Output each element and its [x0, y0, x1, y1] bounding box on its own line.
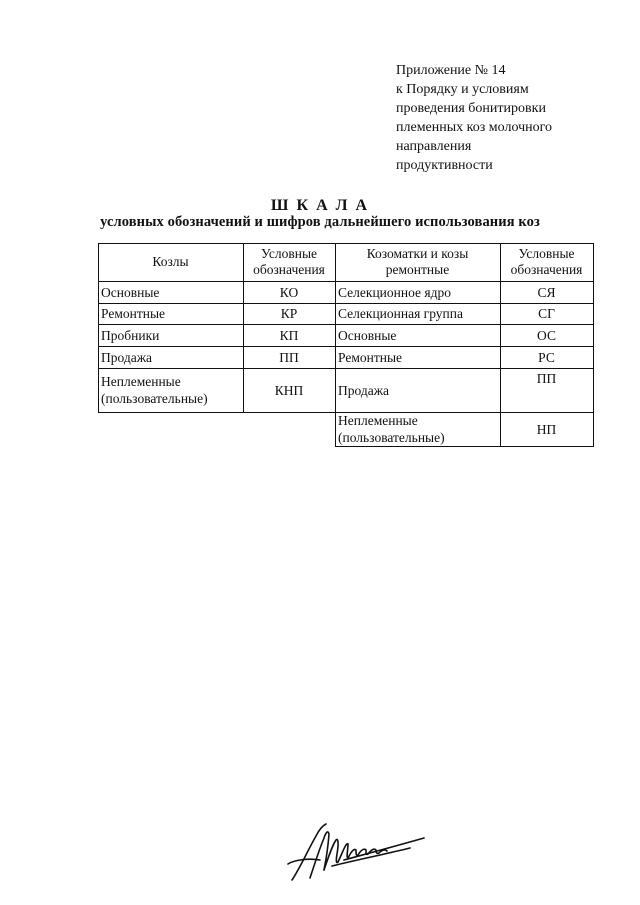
table-rule: [98, 281, 594, 282]
header-goats-codes: Условные обозначения: [253, 246, 325, 277]
does-row-code: СГ: [538, 306, 555, 321]
table-rule: [593, 243, 594, 447]
does-row-label: Неплеменные (пользовательные): [338, 413, 445, 445]
goats-row-code: КП: [279, 327, 299, 343]
goats-row-code: КНП: [274, 382, 304, 398]
goats-row-code: КР: [280, 306, 298, 321]
goats-row-label: Ремонтные: [101, 306, 166, 321]
does-row-code: НП: [536, 421, 557, 437]
does-row-code: ПП: [536, 371, 557, 386]
does-row-label: Селекционное ядро: [338, 284, 451, 300]
appendix-line: проведения бонитировки: [396, 101, 546, 116]
does-row-label: Ремонтные: [338, 349, 403, 365]
document-subtitle: условных обозначений и шифров дальнейшего использования коз: [100, 214, 540, 230]
signature-image: [286, 820, 426, 886]
goats-row-label: Пробники: [101, 327, 160, 343]
appendix-line: к Порядку и условиям: [396, 82, 529, 97]
does-row-code: РС: [538, 349, 555, 365]
header-goats: Козлы: [152, 254, 189, 269]
table-rule: [500, 243, 501, 447]
appendix-line: продуктивности: [396, 158, 493, 173]
table-rule: [98, 243, 99, 413]
table-rule: [243, 243, 244, 413]
goats-row-label: Неплеменные (пользовательные): [101, 374, 208, 406]
table-rule: [335, 446, 594, 447]
appendix-line: направления: [396, 139, 472, 154]
goats-row-label: Продажа: [101, 349, 153, 365]
appendix-note: [396, 61, 626, 175]
table-rule: [98, 324, 594, 325]
does-row-label: Продажа: [338, 382, 390, 398]
table-rule: [98, 412, 594, 413]
document-title: Ш К А Л А: [270, 197, 370, 214]
table-rule: [98, 368, 594, 369]
does-row-label: Селекционная группа: [338, 306, 463, 321]
does-row-label: Основные: [338, 327, 397, 343]
does-row-code: СЯ: [537, 284, 556, 300]
table-rule: [98, 346, 594, 347]
appendix-line: Приложение № 14: [396, 63, 506, 78]
table-rule: [335, 243, 336, 447]
header-does: Козоматки и козы ремонтные: [366, 246, 469, 277]
goats-row-label: Основные: [101, 284, 160, 300]
goats-row-code: КО: [279, 284, 299, 300]
header-does-codes: Условные обозначения: [510, 246, 583, 277]
table-rule: [98, 243, 594, 244]
does-row-code: ОС: [537, 327, 556, 343]
table-rule: [98, 303, 594, 304]
goats-row-code: ПП: [279, 349, 299, 365]
appendix-line: племенных коз молочного: [396, 120, 553, 135]
